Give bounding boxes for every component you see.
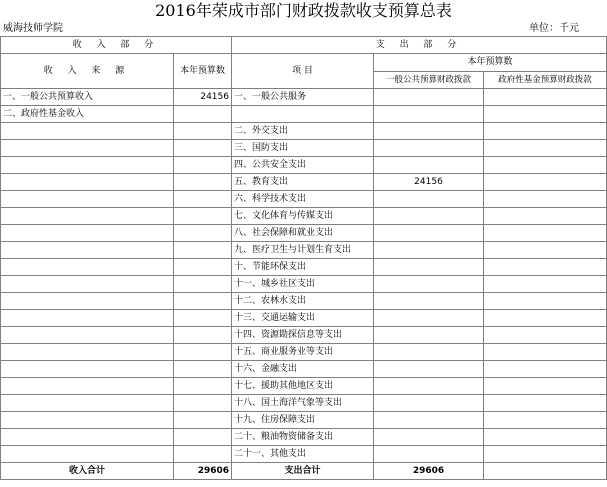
expense-item-cell: 十九、住房保障支出 (232, 412, 374, 429)
income-value-cell (174, 191, 232, 208)
fund-budget-cell (484, 395, 607, 412)
general-budget-cell (374, 412, 484, 429)
income-value-cell (174, 429, 232, 446)
table-row (1, 293, 607, 310)
table-row (1, 208, 607, 225)
income-value-cell (174, 157, 232, 174)
table-row (1, 327, 607, 344)
unit-name: 威海技师学院 (3, 23, 63, 34)
income-value-cell (174, 259, 232, 276)
income-value-cell (174, 412, 232, 429)
income-source-cell: 一、一般公共预算收入 (1, 89, 174, 106)
fund-budget-cell (484, 140, 607, 157)
expense-item-cell: 四、公共安全支出 (232, 157, 374, 174)
income-value-cell (174, 361, 232, 378)
income-source-cell (1, 310, 174, 327)
fund-budget-cell (484, 412, 607, 429)
income-section-header: 收 入 部 分 (1, 37, 232, 54)
fund-total-value (484, 463, 607, 480)
general-budget-cell (374, 225, 484, 242)
table-row (1, 225, 607, 242)
income-source-cell (1, 225, 174, 242)
table-row (1, 89, 607, 106)
table-row (1, 344, 607, 361)
expense-item-cell: 十五、商业服务业等支出 (232, 344, 374, 361)
income-value-cell (174, 344, 232, 361)
expense-item-cell: 五、教育支出 (232, 174, 374, 191)
table-row (1, 361, 607, 378)
general-budget-cell (374, 106, 484, 123)
budget-rows (1, 89, 607, 463)
income-source-cell (1, 208, 174, 225)
general-budget-cell (374, 395, 484, 412)
general-budget-cell (374, 446, 484, 463)
fund-budget-cell (484, 344, 607, 361)
income-source-cell (1, 395, 174, 412)
table-row (1, 157, 607, 174)
general-budget-header: 一般公共预算财政拨款 (374, 71, 484, 89)
expense-item-cell: 十七、援助其他地区支出 (232, 378, 374, 395)
income-value-cell (174, 174, 232, 191)
expense-item-cell: 十一、城乡社区支出 (232, 276, 374, 293)
income-value-cell (174, 225, 232, 242)
budget-table (0, 36, 607, 480)
expense-item-cell: 七、文化体育与传媒支出 (232, 208, 374, 225)
totals-row (1, 463, 607, 480)
fund-budget-cell (484, 208, 607, 225)
expense-item-cell: 六、科学技术支出 (232, 191, 374, 208)
fund-budget-cell (484, 259, 607, 276)
income-value-cell (174, 378, 232, 395)
general-budget-cell (374, 378, 484, 395)
income-value-cell (174, 293, 232, 310)
fund-budget-cell (484, 106, 607, 123)
income-source-cell: 二、政府性基金收入 (1, 106, 174, 123)
income-source-cell (1, 174, 174, 191)
income-source-cell (1, 276, 174, 293)
income-value-cell (174, 395, 232, 412)
expense-item-cell: 十四、资源勘探信息等支出 (232, 327, 374, 344)
expense-budget-header: 本年预算数 (374, 54, 607, 72)
income-source-cell (1, 327, 174, 344)
fund-budget-cell (484, 310, 607, 327)
fund-budget-cell (484, 361, 607, 378)
fund-budget-cell (484, 89, 607, 106)
table-row (1, 259, 607, 276)
general-budget-cell (374, 89, 484, 106)
fund-budget-cell (484, 242, 607, 259)
income-source-cell (1, 259, 174, 276)
general-budget-cell (374, 242, 484, 259)
table-row (1, 395, 607, 412)
table-row (1, 276, 607, 293)
general-budget-cell (374, 191, 484, 208)
expense-item-cell: 一、一般公共服务 (232, 89, 374, 106)
fund-budget-cell (484, 378, 607, 395)
table-row (1, 106, 607, 123)
sheet-title: 2016年荣成市部门财政拨款收支预算总表 (155, 1, 452, 20)
general-budget-cell (374, 310, 484, 327)
fund-budget-cell (484, 225, 607, 242)
fund-budget-header: 政府性基金预算财政拨款 (484, 71, 607, 89)
expense-item-cell: 二十、粮油物资储备支出 (232, 429, 374, 446)
income-source-cell (1, 157, 174, 174)
general-budget-cell (374, 208, 484, 225)
general-budget-cell (374, 259, 484, 276)
general-budget-cell (374, 327, 484, 344)
expense-item-cell: 三、国防支出 (232, 140, 374, 157)
table-row (1, 140, 607, 157)
table-row (1, 174, 607, 191)
income-source-cell (1, 412, 174, 429)
fund-budget-cell (484, 327, 607, 344)
expense-item-cell: 十三、交通运输支出 (232, 310, 374, 327)
income-source-cell (1, 140, 174, 157)
income-source-cell (1, 191, 174, 208)
fund-budget-cell (484, 293, 607, 310)
expense-total-value: 29606 (374, 463, 484, 480)
unit-label: 单位：千元 (529, 23, 579, 34)
fund-budget-cell (484, 157, 607, 174)
table-row (1, 242, 607, 259)
expense-item-cell: 十八、国土海洋气象等支出 (232, 395, 374, 412)
income-value-cell (174, 327, 232, 344)
fund-budget-cell (484, 276, 607, 293)
fund-budget-cell (484, 174, 607, 191)
table-row (1, 123, 607, 140)
general-budget-cell (374, 429, 484, 446)
section-header-row (1, 37, 607, 54)
table-row (1, 378, 607, 395)
income-value-cell (174, 208, 232, 225)
expense-total-label: 支出合计 (232, 463, 374, 480)
income-source-cell (1, 123, 174, 140)
fund-budget-cell (484, 429, 607, 446)
income-source-cell (1, 361, 174, 378)
table-row (1, 412, 607, 429)
income-source-cell (1, 242, 174, 259)
table-row (1, 446, 607, 463)
general-budget-cell (374, 123, 484, 140)
general-budget-cell (374, 361, 484, 378)
expense-item-cell: 十二、农林水支出 (232, 293, 374, 310)
income-value-cell (174, 123, 232, 140)
fund-budget-cell (484, 123, 607, 140)
expense-item-cell (232, 106, 374, 123)
income-source-header: 收 入 来 源 (1, 54, 174, 89)
table-row (1, 310, 607, 327)
expense-item-cell: 十六、金融支出 (232, 361, 374, 378)
expense-item-cell: 二十一、其他支出 (232, 446, 374, 463)
general-budget-cell (374, 140, 484, 157)
general-budget-cell (374, 344, 484, 361)
expense-item-cell: 八、社会保障和就业支出 (232, 225, 374, 242)
income-value-cell (174, 106, 232, 123)
general-budget-cell (374, 293, 484, 310)
column-header-row (1, 54, 607, 72)
income-value-cell (174, 446, 232, 463)
fund-budget-cell (484, 446, 607, 463)
general-budget-cell (374, 276, 484, 293)
expense-section-header: 支 出 部 分 (232, 37, 607, 54)
income-value-cell (174, 140, 232, 157)
general-budget-cell: 24156 (374, 174, 484, 191)
income-budget-header: 本年预算数 (174, 54, 232, 89)
income-value-cell: 24156 (174, 89, 232, 106)
income-total-label: 收入合计 (1, 463, 174, 480)
expense-item-cell: 九、医疗卫生与计划生育支出 (232, 242, 374, 259)
table-row (1, 191, 607, 208)
expense-item-cell: 二、外交支出 (232, 123, 374, 140)
income-value-cell (174, 242, 232, 259)
item-header: 项 目 (232, 54, 374, 89)
income-source-cell (1, 293, 174, 310)
income-source-cell (1, 378, 174, 395)
expense-item-cell: 十、节能环保支出 (232, 259, 374, 276)
income-value-cell (174, 276, 232, 293)
income-source-cell (1, 344, 174, 361)
fund-budget-cell (484, 191, 607, 208)
table-row (1, 429, 607, 446)
income-total-value: 29606 (174, 463, 232, 480)
income-source-cell (1, 429, 174, 446)
income-value-cell (174, 310, 232, 327)
income-source-cell (1, 446, 174, 463)
general-budget-cell (374, 157, 484, 174)
